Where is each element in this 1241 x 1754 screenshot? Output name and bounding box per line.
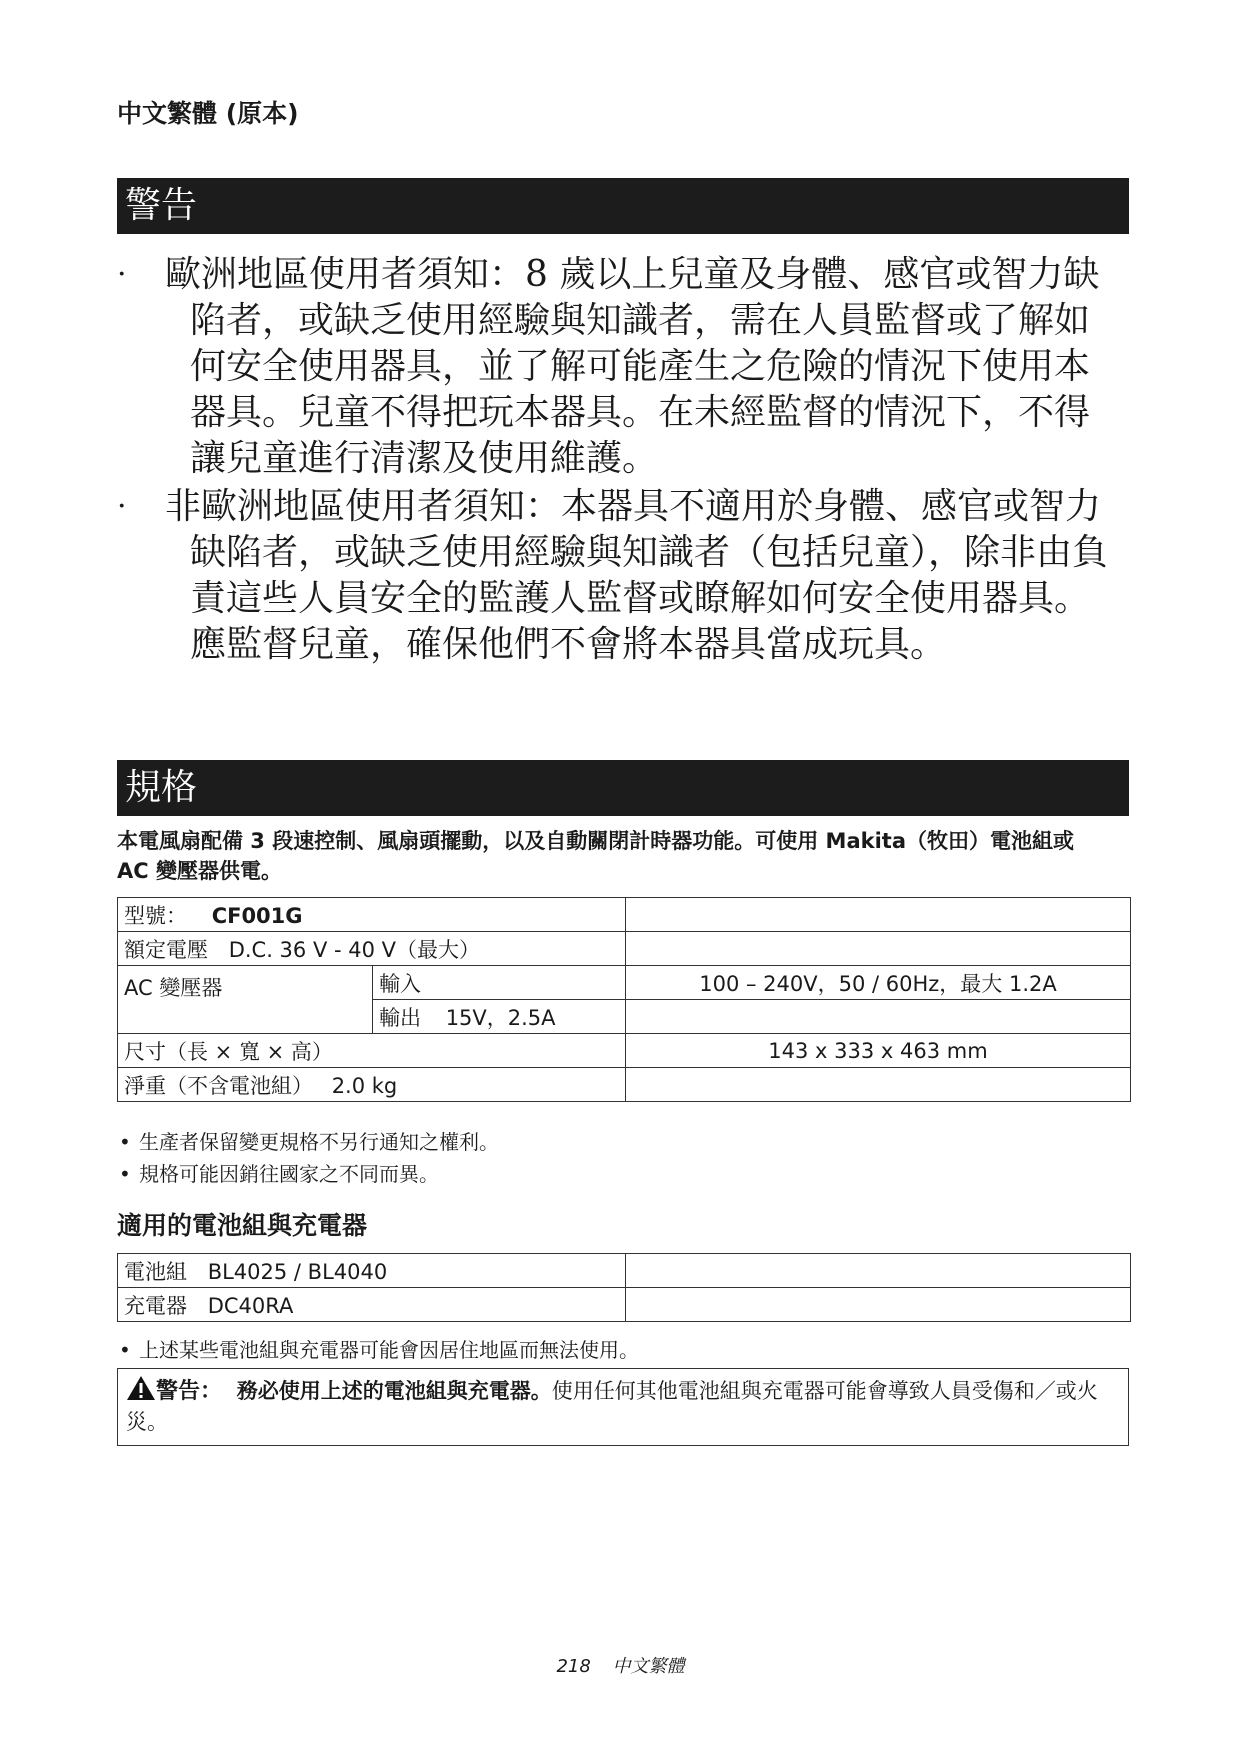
- rated-voltage-label: 額定電壓: [124, 937, 208, 962]
- battery-value: BL4025 / BL4040: [207, 1259, 388, 1284]
- battery-label: 電池組: [124, 1259, 187, 1284]
- table-row: [118, 966, 1131, 1000]
- table-row: [118, 1288, 1131, 1322]
- dimensions-label: 尺寸（長 × 寬 × 高）: [118, 1034, 626, 1068]
- input-value: 100 – 240V，50 / 60Hz，最大 1.2A: [626, 966, 1131, 1000]
- battery-warning-box: [117, 1368, 1129, 1446]
- spec-notes: [117, 1126, 1117, 1190]
- table-row: [118, 1034, 1131, 1068]
- warning-section-title: 警告: [117, 178, 1129, 234]
- warning-list: [117, 252, 1129, 668]
- dimensions-value: 143 x 333 x 463 mm: [626, 1034, 1131, 1068]
- model-value: CF001G: [211, 903, 303, 928]
- warning-bold-text: 務必使用上述的電池組與充電器。: [236, 1379, 552, 1403]
- warning-item-text: 歐洲地區使用者須知：8 歲以上兒童及身體、感官或智力缺陷者，或缺乏使用經驗與知識者，需在人員監督或了解如何安全使用器具，並了解可能產生之危險的情況下使用本器具。兒童不得把玩本器具。在未經監督的情況下，不得讓兒童進行清潔及使用維護。: [165, 254, 1100, 479]
- charger-value: DC40RA: [207, 1293, 294, 1318]
- table-row: [118, 1254, 1131, 1288]
- spec-intro: 本電風扇配備 3 段速控制、風扇頭擺動，以及自動關閉計時器功能。可使用 Makita（牧田）電池組或 AC 變壓器供電。: [117, 829, 1074, 883]
- table-row: [118, 1068, 1131, 1102]
- warning-item-non-eu: · 非歐洲地區使用者須知：本器具不適用於身體、感官或智力缺陷者，或缺乏使用經驗與知識者（包括兒童），除非由負責這些人員安全的監護人監督或瞭解如何安全使用器具。應監督兒童，確保他們不會將本器具當成玩具。: [117, 484, 1129, 668]
- model-label: 型號：: [124, 903, 187, 928]
- list-item: • 生產者保留變更規格不另行通知之權利。: [117, 1126, 1117, 1158]
- page-footer: [0, 1652, 1241, 1678]
- spec-section-title: 規格: [117, 760, 1129, 816]
- charger-label: 充電器: [124, 1293, 187, 1318]
- spec-table: [117, 897, 1131, 1102]
- warning-text: 使用任何其他電池組與充電器可能會導致人員受傷和／或火災。: [126, 1379, 1098, 1434]
- list-item: • 規格可能因銷往國家之不同而異。: [117, 1158, 1117, 1190]
- page-number: 218: [556, 1656, 591, 1677]
- language-header: 中文繁體 (原本): [117, 99, 299, 128]
- battery-table: [117, 1253, 1131, 1322]
- output-value: 15V，2.5A: [445, 1005, 556, 1030]
- output-label: 輸出: [379, 1005, 421, 1030]
- footer-language: 中文繁體: [612, 1656, 685, 1677]
- net-weight-label: 淨重（不含電池組）: [124, 1073, 313, 1098]
- ac-adapter-label: AC 變壓器: [124, 976, 223, 1000]
- table-row: [118, 898, 1131, 932]
- warning-item-eu: · 歐洲地區使用者須知：8 歲以上兒童及身體、感官或智力缺陷者，或缺乏使用經驗與知識者，需在人員監督或了解如何安全使用器具，並了解可能產生之危險的情況下使用本器具。兒童不得把玩本器具。在未經監督的情況下，不得讓兒童進行清潔及使用維護。: [117, 252, 1129, 482]
- rated-voltage-value: D.C. 36 V - 40 V（最大）: [228, 937, 481, 962]
- input-label: 輸入: [373, 966, 626, 1000]
- battery-notes: [117, 1334, 1117, 1366]
- warning-label: 警告：: [156, 1379, 223, 1404]
- list-item: • 上述某些電池組與充電器可能會因居住地區而無法使用。: [117, 1334, 1117, 1366]
- table-row: [118, 932, 1131, 966]
- warning-triangle-icon: [126, 1375, 156, 1401]
- net-weight-value: 2.0 kg: [331, 1073, 398, 1098]
- warning-item-text: 非歐洲地區使用者須知：本器具不適用於身體、感官或智力缺陷者，或缺乏使用經驗與知識者（包括兒童），除非由負責這些人員安全的監護人監督或瞭解如何安全使用器具。應監督兒童，確保他們不會將本器具當成玩具。: [165, 486, 1109, 665]
- battery-section-title: 適用的電池組與充電器: [117, 1211, 368, 1240]
